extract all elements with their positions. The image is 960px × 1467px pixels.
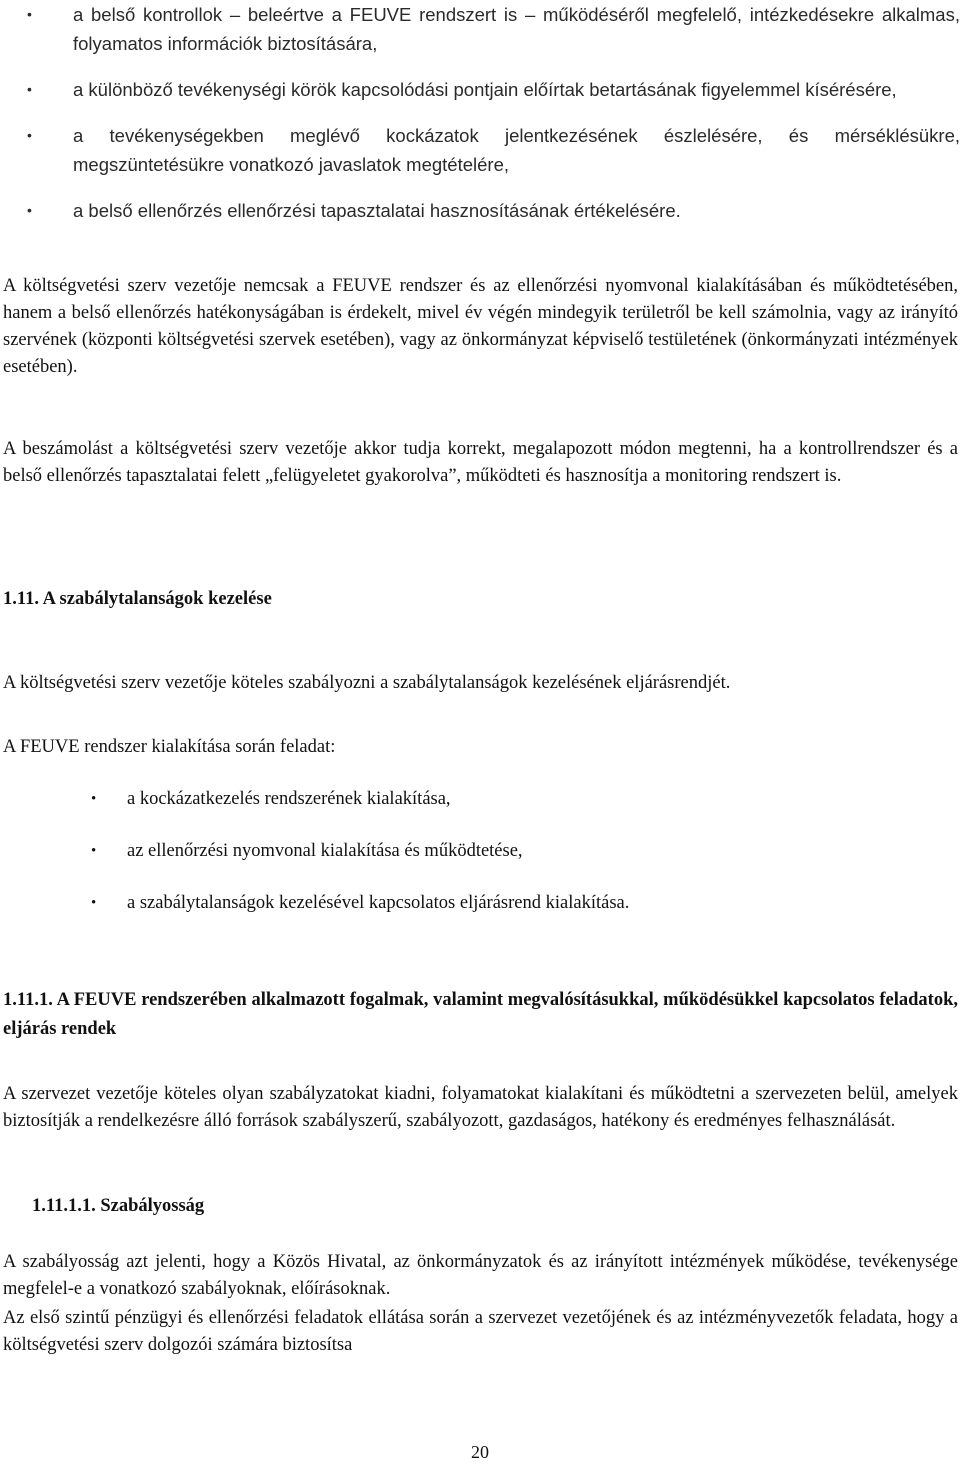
feladat-bullet-list (0, 782, 960, 920)
heading-1-11-1: 1.11.1. A FEUVE rendszerében alkalmazott fogalmak, valamint megvalósításukkal, működésükkel kapcsolatos feladatok, eljárás rendek (3, 990, 958, 1039)
bullet-icon: • (91, 843, 97, 859)
heading-1-11: 1.11. A szabálytalanságok kezelése (3, 589, 272, 609)
bullet-icon: • (27, 6, 32, 22)
paragraph-elso-szintu: Az első szintű pénzügyi és ellenőrzési feladatok ellátása során a szervezet vezetőjének és az intézményvezetők feladata, hogy a költségvetési szerv dolgozói számára biztosítsa (3, 1308, 958, 1355)
list-item: • az ellenőrzési nyomvonal kialakítása és működtetése, (0, 834, 960, 868)
page-number: 20 (471, 1442, 489, 1462)
bullet-icon: • (27, 202, 32, 218)
bullet-icon: • (27, 127, 32, 143)
list-item: • a belső kontrollok – beleértve a FEUVE rendszert is – működéséről megfelelő, intézkedésekre alkalmas, folyamatos információk biztosítására, (0, 0, 960, 58)
list-item: • a belső ellenőrzés ellenőrzési tapasztalatai hasznosításának értékelésére. (0, 196, 960, 225)
bullet-icon: • (27, 81, 32, 97)
heading-1-11-1-1: 1.11.1.1. Szabályosság (32, 1196, 205, 1216)
bullet-icon: • (91, 895, 97, 911)
list-item: • a különböző tevékenységi körök kapcsolódási pontjain előírtak betartásának figyelemmel kísérésére, (0, 75, 960, 104)
list-item: • a szabálytalanságok kezelésével kapcsolatos eljárásrend kialakítása. (0, 886, 960, 920)
paragraph-vezeto-feuve: A költségvetési szerv vezetője nemcsak a FEUVE rendszer és az ellenőrzési nyomvonal kialakításában és működtetésében, hanem a belső ellenőrzés hatékonyságában is érdekelt, mivel év végén mindegyik területről be kell számolnia, vagy az irányító szervének (központi költségvetési szervek esetében), vagy az önkormányzat képviselő testületének (önkormányzati intézmények esetében). (3, 276, 958, 377)
paragraph-beszamolas: A beszámolást a költségvetési szerv vezetője akkor tudja korrekt, megalapozott módon megtenni, ha a kontrollrendszer és a belső ellenőrzés tapasztalatai felett „felügyeletet gyakorolva”, működteti és hasznosítja a monitoring rendszert is. (3, 439, 958, 486)
list-item: • a tevékenységekben meglévő kockázatok jelentkezésének észlelésére, és mérséklésükre, megszüntetésükre vonatkozó javaslatok megtételére, (0, 121, 960, 179)
bullet-icon: • (91, 791, 97, 807)
list-item: • a kockázatkezelés rendszerének kialakítása, (0, 782, 960, 816)
paragraph-szabalyozas: A költségvetési szerv vezetője köteles szabályozni a szabálytalanságok kezelésének eljárásrendjét. (3, 673, 731, 693)
paragraph-szabalyossag: A szabályosság azt jelenti, hogy a Közös Hivatal, az önkormányzatok és az irányított intézmények működése, tevékenysége megfelel-e a vonatkozó szabályoknak, előírásoknak. (3, 1252, 958, 1299)
paragraph-feladat-intro: A FEUVE rendszer kialakítása során feladat: (3, 737, 336, 757)
top-bullet-list (0, 0, 960, 225)
paragraph-szabalyzatok: A szervezet vezetője köteles olyan szabályzatokat kiadni, folyamatokat kialakítani és működtetni a szervezeten belül, amelyek biztosítják a rendelkezésre álló források szabályszerű, szabályozott, gazdaságos, hatékony és eredményes felhasználását. (3, 1084, 958, 1131)
